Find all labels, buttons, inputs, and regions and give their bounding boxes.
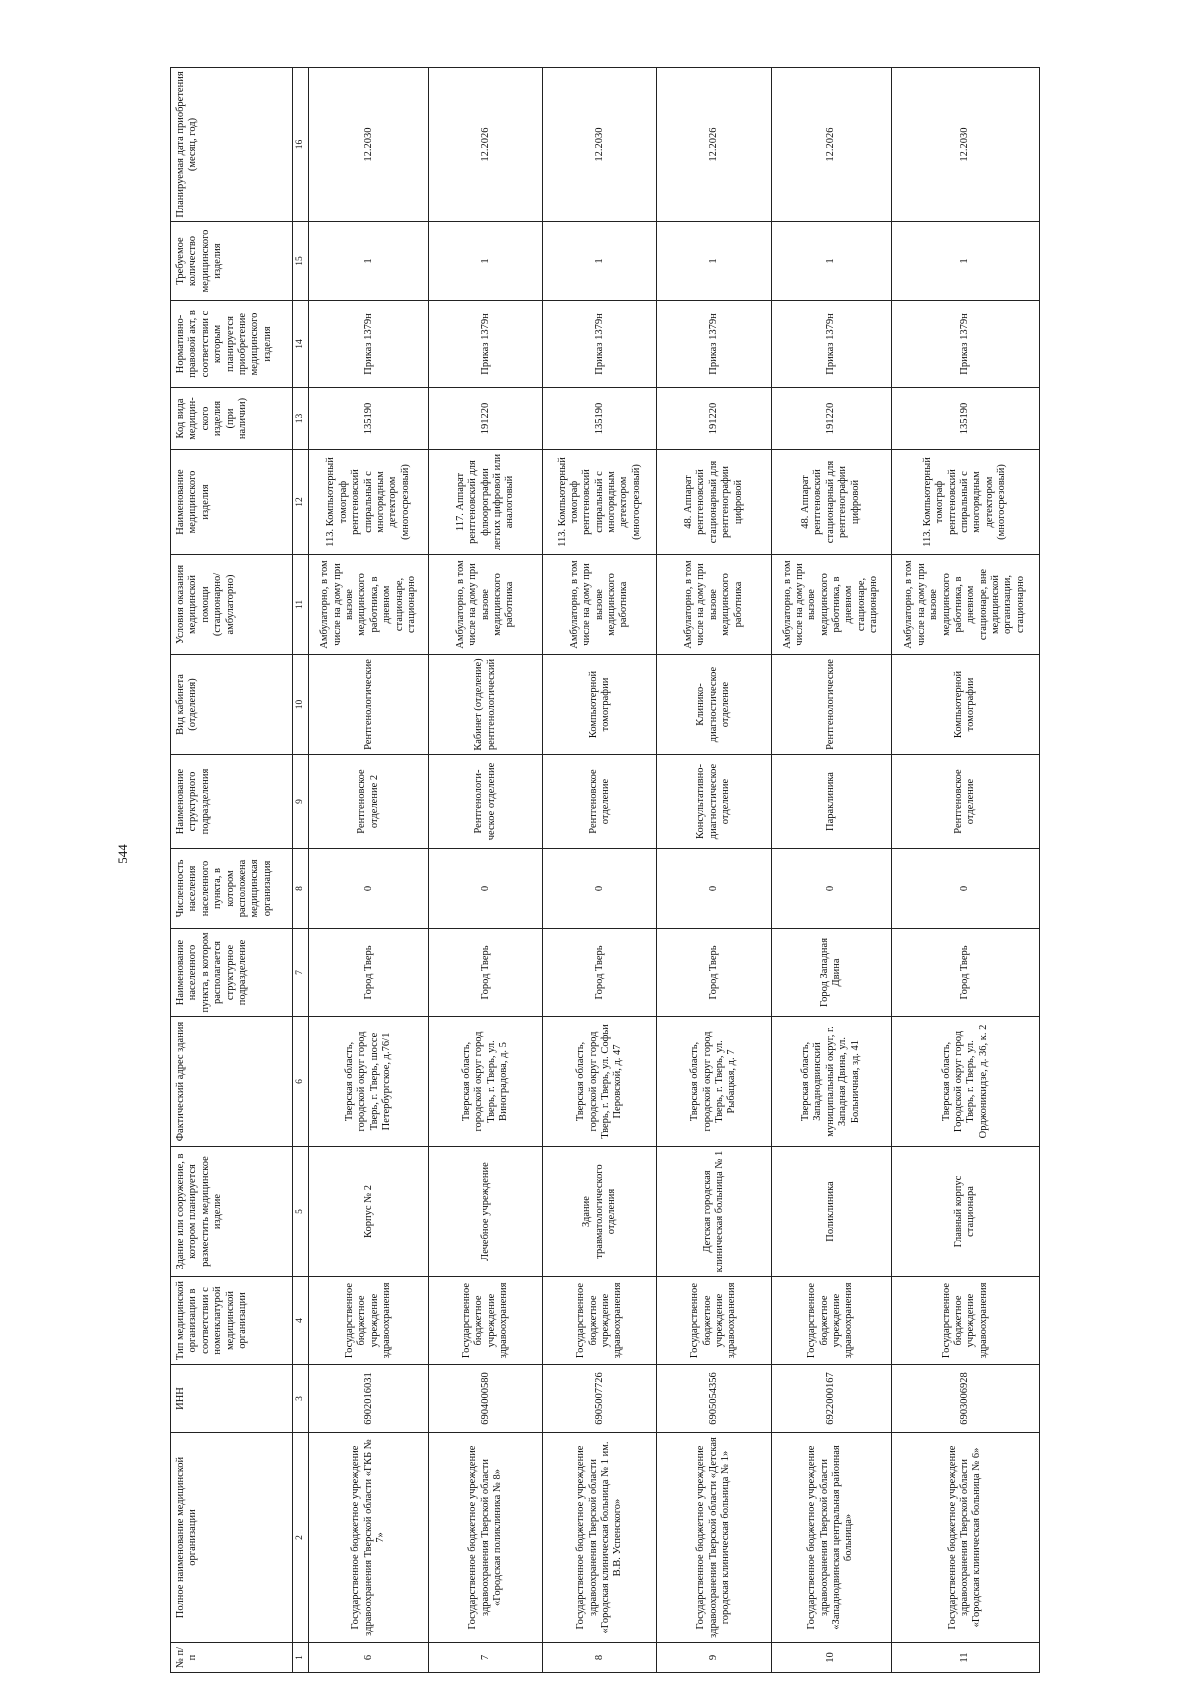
address: Тверская область, городской округ город Тверь, г. Тверь, ул. Софьи Перовской, д. 47 bbox=[543, 1017, 657, 1147]
org-name: Государственное бюджетное учреждение здравоохранения Тверской области «ГКБ № 7» bbox=[309, 1433, 429, 1643]
structural-unit: Рентгеновское отделение bbox=[543, 755, 657, 849]
column-number-row bbox=[293, 68, 309, 1673]
locality: Город Западная Двина bbox=[771, 929, 891, 1017]
care-conditions: Амбулаторно, в том числе на дому при вызове медицинского работника, в дневном стационаре, вне медицинской организации, стационарно bbox=[891, 555, 1040, 655]
header-cell: Тип медицинской организации в соответствии с номенклатурой медицинской организации bbox=[171, 1277, 293, 1365]
table-header-row bbox=[171, 68, 293, 1673]
population: 0 bbox=[891, 849, 1040, 929]
structural-unit: Консультативно-диагностическое отделение bbox=[657, 755, 771, 849]
building: Здание травматологического отделения bbox=[543, 1147, 657, 1277]
table-row bbox=[657, 68, 771, 1673]
population: 0 bbox=[429, 849, 543, 929]
address: Тверская область, городской округ город Тверь, г. Тверь, ул. Виноградова, д. 5 bbox=[429, 1017, 543, 1147]
header-cell: Фактический адрес здания bbox=[171, 1017, 293, 1147]
purchase-date: 12.2030 bbox=[309, 68, 429, 222]
equipment-table-sheet bbox=[170, 68, 1040, 1673]
building: Поликлиника bbox=[771, 1147, 891, 1277]
column-number: 5 bbox=[293, 1147, 309, 1277]
cabinet-type: Рентгенологические bbox=[771, 655, 891, 755]
org-type: Государственное бюджетное учреждение здравоохранения bbox=[771, 1277, 891, 1365]
device-code: 135190 bbox=[891, 388, 1040, 450]
quantity: 1 bbox=[891, 222, 1040, 301]
header-cell: Условия оказания медицинской помощи (стационарно/амбулаторно) bbox=[171, 555, 293, 655]
care-conditions: Амбулаторно, в том числе на дому при вызове медицинского работника, в дневном стационаре, стационарно bbox=[771, 555, 891, 655]
row-number: 9 bbox=[657, 1643, 771, 1673]
inn: 6904000580 bbox=[429, 1365, 543, 1433]
org-type: Государственное бюджетное учреждение здравоохранения bbox=[891, 1277, 1040, 1365]
column-number: 6 bbox=[293, 1017, 309, 1147]
locality: Город Тверь bbox=[657, 929, 771, 1017]
legal-act: Приказ 1379н bbox=[771, 301, 891, 388]
cabinet-type: Компьютерной томографии bbox=[891, 655, 1040, 755]
inn: 6922000167 bbox=[771, 1365, 891, 1433]
address: Тверская область, городской округ город Тверь, г. Тверь, шоссе Петербургское, д.76/1 bbox=[309, 1017, 429, 1147]
column-number: 7 bbox=[293, 929, 309, 1017]
column-number: 9 bbox=[293, 755, 309, 849]
column-number: 4 bbox=[293, 1277, 309, 1365]
row-number: 6 bbox=[309, 1643, 429, 1673]
quantity: 1 bbox=[309, 222, 429, 301]
header-cell: Наименование населенного пункта, в котором располагается структурное подразделение bbox=[171, 929, 293, 1017]
header-cell: ИНН bbox=[171, 1365, 293, 1433]
population: 0 bbox=[657, 849, 771, 929]
header-cell: Здание или сооружение, в котором планируется разместить медицинское изделие bbox=[171, 1147, 293, 1277]
org-type: Государственное бюджетное учреждение здравоохранения bbox=[657, 1277, 771, 1365]
purchase-date: 12.2026 bbox=[657, 68, 771, 222]
population: 0 bbox=[771, 849, 891, 929]
population: 0 bbox=[543, 849, 657, 929]
purchase-date: 12.2026 bbox=[771, 68, 891, 222]
inn: 6903006928 bbox=[891, 1365, 1040, 1433]
row-number: 7 bbox=[429, 1643, 543, 1673]
device-code: 191220 bbox=[429, 388, 543, 450]
address: Тверская область, городской округ город Тверь, г. Тверь, ул. Рыбацкая, д. 7 bbox=[657, 1017, 771, 1147]
legal-act: Приказ 1379н bbox=[543, 301, 657, 388]
structural-unit: Параклиника bbox=[771, 755, 891, 849]
population: 0 bbox=[309, 849, 429, 929]
building: Детская городская клиническая больница № 1 bbox=[657, 1147, 771, 1277]
header-cell: Наименование медицинского изделия bbox=[171, 450, 293, 555]
address: Тверская область, Западнодвинский муниципальный округ, г. Западная Двина, ул. Больничная, зд. 41 bbox=[771, 1017, 891, 1147]
building: Корпус № 2 bbox=[309, 1147, 429, 1277]
legal-act: Приказ 1379н bbox=[309, 301, 429, 388]
quantity: 1 bbox=[771, 222, 891, 301]
device-name: 117. Аппарат рентгеновский для флюорографии легких цифровой или аналоговый bbox=[429, 450, 543, 555]
column-number: 14 bbox=[293, 301, 309, 388]
locality: Город Тверь bbox=[309, 929, 429, 1017]
device-code: 135190 bbox=[309, 388, 429, 450]
column-number: 2 bbox=[293, 1433, 309, 1643]
org-type: Государственное бюджетное учреждение здравоохранения bbox=[429, 1277, 543, 1365]
building: Главный корпус стационара bbox=[891, 1147, 1040, 1277]
device-name: 48. Аппарат рентгеновский стационарный для рентгенографии цифровой bbox=[771, 450, 891, 555]
header-cell: Численность населения населенного пункта, в котором расположена медицинская организация bbox=[171, 849, 293, 929]
device-name: 113. Компьютерный томограф рентгеновский спиральный с многорядным детектором (многосрезовый) bbox=[309, 450, 429, 555]
table-row bbox=[309, 68, 429, 1673]
column-number: 1 bbox=[293, 1643, 309, 1673]
header-cell: № п/п bbox=[171, 1643, 293, 1673]
table-row bbox=[429, 68, 543, 1673]
inn: 6905054356 bbox=[657, 1365, 771, 1433]
structural-unit: Рентгеновское отделение 2 bbox=[309, 755, 429, 849]
cabinet-type: Рентгенологические bbox=[309, 655, 429, 755]
purchase-date: 12.2030 bbox=[543, 68, 657, 222]
header-cell: Нормативно-правовой акт, в соответствии с которым планируется приобретение медицинского изделия bbox=[171, 301, 293, 388]
org-name: Государственное бюджетное учреждение здравоохранения Тверской области «Западнодвинская центральная районная больница» bbox=[771, 1433, 891, 1643]
legal-act: Приказ 1379н bbox=[429, 301, 543, 388]
address: Тверская область, Городской округ город Тверь, г. Тверь, ул. Орджоникидзе, д. 36, к. 2 bbox=[891, 1017, 1040, 1147]
quantity: 1 bbox=[429, 222, 543, 301]
building: Лечебное учреждение bbox=[429, 1147, 543, 1277]
device-code: 135190 bbox=[543, 388, 657, 450]
row-number: 11 bbox=[891, 1643, 1040, 1673]
org-type: Государственное бюджетное учреждение здравоохранения bbox=[543, 1277, 657, 1365]
table-row bbox=[771, 68, 891, 1673]
legal-act: Приказ 1379н bbox=[657, 301, 771, 388]
locality: Город Тверь bbox=[891, 929, 1040, 1017]
quantity: 1 bbox=[657, 222, 771, 301]
page-number: 544 bbox=[115, 844, 130, 864]
device-name: 113. Компьютерный томограф рентгеновский спиральный с многорядным детектором (многосрезовый) bbox=[891, 450, 1040, 555]
table-row bbox=[543, 68, 657, 1673]
column-number: 11 bbox=[293, 555, 309, 655]
legal-act: Приказ 1379н bbox=[891, 301, 1040, 388]
org-name: Государственное бюджетное учреждение здравоохранения Тверской области «Городская клиническая больница № 6» bbox=[891, 1433, 1040, 1643]
inn: 6905007726 bbox=[543, 1365, 657, 1433]
medical-equipment-table bbox=[170, 67, 1040, 1673]
device-name: 48. Аппарат рентгеновский стационарный для рентгенографии цифровой bbox=[657, 450, 771, 555]
header-cell: Вид кабинета (отделения) bbox=[171, 655, 293, 755]
purchase-date: 12.2030 bbox=[891, 68, 1040, 222]
column-number: 3 bbox=[293, 1365, 309, 1433]
cabinet-type: Клинико-диагностическое отделение bbox=[657, 655, 771, 755]
cabinet-type: Компьютерной томографии bbox=[543, 655, 657, 755]
org-type: Государственное бюджетное учреждение здравоохранения bbox=[309, 1277, 429, 1365]
care-conditions: Амбулаторно, в том числе на дому при вызове медицинского работника bbox=[657, 555, 771, 655]
table-row bbox=[891, 68, 1040, 1673]
column-number: 13 bbox=[293, 388, 309, 450]
header-cell: Наименование структурного подразделения bbox=[171, 755, 293, 849]
structural-unit: Рентгенологи-ческое отделение bbox=[429, 755, 543, 849]
device-code: 191220 bbox=[771, 388, 891, 450]
care-conditions: Амбулаторно, в том числе на дому при вызове медицинского работника bbox=[429, 555, 543, 655]
column-number: 8 bbox=[293, 849, 309, 929]
quantity: 1 bbox=[543, 222, 657, 301]
header-cell: Требуемое количество медицинского изделия bbox=[171, 222, 293, 301]
locality: Город Тверь bbox=[429, 929, 543, 1017]
inn: 6902016031 bbox=[309, 1365, 429, 1433]
row-number: 10 bbox=[771, 1643, 891, 1673]
column-number: 12 bbox=[293, 450, 309, 555]
row-number: 8 bbox=[543, 1643, 657, 1673]
header-cell: Код вида медицин-ского изделия (при наличии) bbox=[171, 388, 293, 450]
org-name: Государственное бюджетное учреждение здравоохранения Тверской области «Городская поликлиника № 8» bbox=[429, 1433, 543, 1643]
column-number: 10 bbox=[293, 655, 309, 755]
cabinet-type: Кабинет (отделение) рентгенологический bbox=[429, 655, 543, 755]
org-name: Государственное бюджетное учреждение здравоохранения Тверской области «Городская клиническая больница № 1 им. В.В. Успенского» bbox=[543, 1433, 657, 1643]
purchase-date: 12.2026 bbox=[429, 68, 543, 222]
org-name: Государственное бюджетное учреждение здравоохранения Тверской области «Детская городская клиническая больница № 1» bbox=[657, 1433, 771, 1643]
column-number: 16 bbox=[293, 68, 309, 222]
locality: Город Тверь bbox=[543, 929, 657, 1017]
column-number: 15 bbox=[293, 222, 309, 301]
device-name: 113. Компьютерный томограф рентгеновский спиральный с многорядным детектором (многосрезовый) bbox=[543, 450, 657, 555]
care-conditions: Амбулаторно, в том числе на дому при вызове медицинского работника, в дневном стационаре, стационарно bbox=[309, 555, 429, 655]
header-cell: Планируемая дата приобретения (месяц, год) bbox=[171, 68, 293, 222]
header-cell: Полное наименование медицинской организации bbox=[171, 1433, 293, 1643]
device-code: 191220 bbox=[657, 388, 771, 450]
structural-unit: Рентгеновское отделение bbox=[891, 755, 1040, 849]
care-conditions: Амбулаторно, в том числе на дому при вызове медицинского работника bbox=[543, 555, 657, 655]
